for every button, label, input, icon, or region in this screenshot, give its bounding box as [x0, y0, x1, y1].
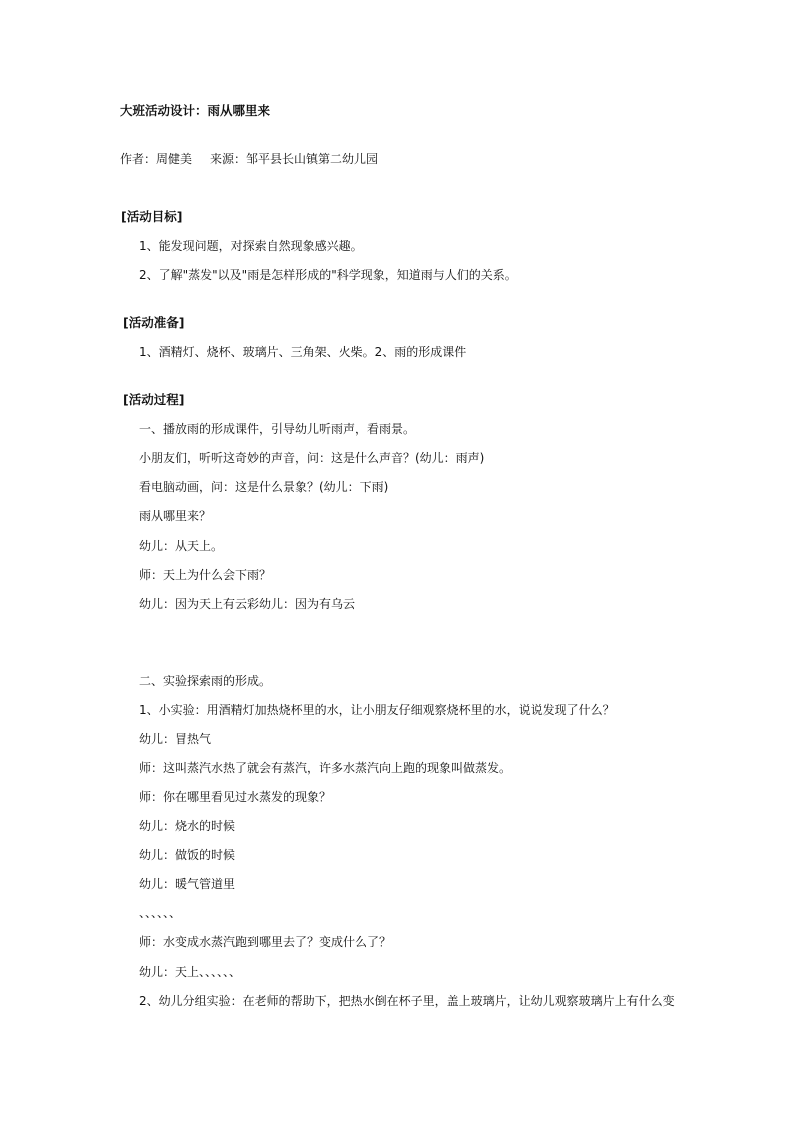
process-line: 小朋友们，听听这奇妙的声音，问：这是什么声音？(幼儿：雨声) — [139, 451, 485, 465]
goal-item: 2、了解"蒸发"以及"雨是怎样形成的"科学现象，知道雨与人们的关系。 — [139, 268, 517, 282]
source-label: 来源：邹平县长山镇第二幼儿园 — [210, 152, 379, 166]
process-line: 1、小实验：用酒精灯加热烧杯里的水，让小朋友仔细观察烧杯里的水，说说发现了什么？ — [139, 703, 615, 717]
process-line: 幼儿：天上、、、、、、 — [139, 965, 242, 979]
section-heading-process: [活动过程] — [123, 392, 185, 407]
process-line: 、、、、、、 — [139, 906, 182, 920]
process-line: 幼儿：暖气管道里 — [139, 877, 236, 891]
process-line: 看电脑动画，问：这是什么景象？(幼儿：下雨) — [139, 480, 389, 494]
goal-item: 1、能发现问题，对探索自然现象感兴趣。 — [139, 239, 363, 253]
process-line: 师：水变成水蒸汽跑到哪里去了？变成什么了？ — [139, 935, 392, 949]
process-line: 雨从哪里来？ — [139, 509, 212, 523]
byline — [120, 151, 378, 167]
process-line: 二、实验探索雨的形成。 — [139, 674, 272, 688]
process-line: 幼儿：烧水的时候 — [139, 819, 236, 833]
document-title: 大班活动设计：雨从哪里来 — [120, 103, 271, 118]
process-line: 幼儿：做饭的时候 — [139, 848, 236, 862]
process-line: 幼儿：从天上。 — [139, 539, 224, 553]
process-line: 一、播放雨的形成课件，引导幼儿听雨声，看雨景。 — [139, 422, 416, 436]
section-heading-prep: [活动准备] — [123, 315, 185, 330]
author-label: 作者：周健美 — [120, 152, 193, 166]
process-line: 师：这叫蒸汽水热了就会有蒸汽，许多水蒸汽向上跑的现象叫做蒸发。 — [139, 761, 512, 775]
process-line: 师：天上为什么会下雨？ — [139, 568, 272, 582]
prep-item: 1、酒精灯、烧杯、玻璃片、三角架、火柴。2、雨的形成课件 — [139, 345, 467, 359]
process-line: 师：你在哪里看见过水蒸发的现象？ — [139, 790, 332, 804]
process-line: 2、幼儿分组实验：在老师的帮助下，把热水倒在杯子里，盖上玻璃片，让幼儿观察玻璃片上有什么变 — [139, 994, 675, 1008]
process-line: 幼儿：冒热气 — [139, 732, 212, 746]
process-line: 幼儿：因为天上有云彩幼儿：因为有乌云 — [139, 597, 356, 611]
section-heading-goals: [活动目标] — [121, 209, 183, 224]
